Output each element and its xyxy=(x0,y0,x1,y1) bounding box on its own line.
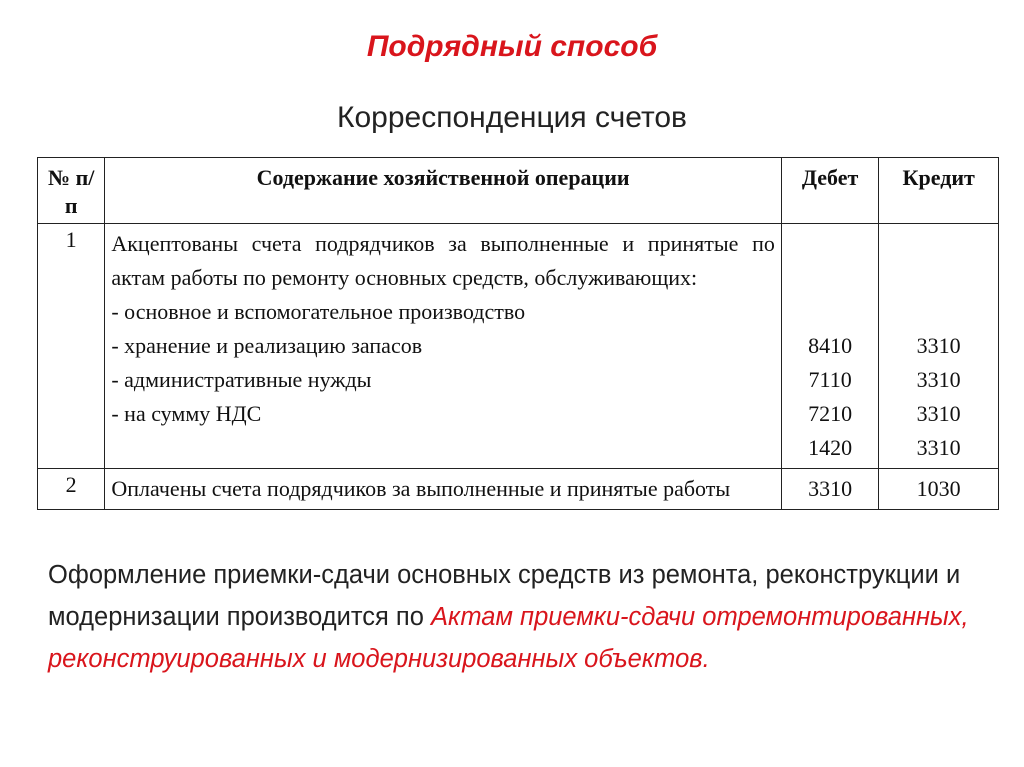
operation-item: - административные нужды xyxy=(111,367,372,392)
debit-account: 1420 xyxy=(808,435,853,460)
credit-account: 3310 xyxy=(916,367,961,392)
table-row xyxy=(38,469,999,510)
debit-account: 8410 xyxy=(808,333,853,358)
debit-cell xyxy=(781,469,879,510)
credit-account: 3310 xyxy=(916,435,961,460)
info-paragraph xyxy=(48,554,988,680)
row-number: 2 xyxy=(38,469,105,510)
debit-account: 3310 xyxy=(808,476,853,501)
header-num: № п/п xyxy=(38,158,105,224)
operation-item: - хранение и реализацию запасов xyxy=(111,333,423,358)
paragraph-text: Оформление приемки-сдачи основных средств из ремонта, реконструкции и модернизации производится по xyxy=(48,561,961,631)
credit-account: 1030 xyxy=(916,476,961,501)
header-debit: Дебет xyxy=(781,158,879,224)
page-subtitle: Корреспонденция счетов xyxy=(337,101,687,134)
row-number: 1 xyxy=(38,224,105,469)
operation-item: - на сумму НДС xyxy=(111,401,262,426)
operation-cell xyxy=(105,469,782,510)
table-header-row xyxy=(38,158,999,224)
debit-account: 7210 xyxy=(808,401,853,426)
operation-cell xyxy=(105,224,782,469)
paragraph-highlight: Актам приемки-сдачи отремонтированных, реконструированных и модернизированных объектов. xyxy=(48,603,969,673)
operation-item: - основное и вспомогательное производство xyxy=(111,299,526,324)
header-credit: Кредит xyxy=(879,158,999,224)
header-operation: Содержание хозяйственной операции xyxy=(105,158,782,224)
accounts-correspondence-table xyxy=(37,157,999,510)
page-title: Подрядный способ xyxy=(366,30,658,63)
credit-account: 3310 xyxy=(916,401,961,426)
debit-account: 7110 xyxy=(808,367,852,392)
operation-description: Акцептованы счета подрядчиков за выполненные и принятые по актам работы по ремонту основных средств, обслуживающих: xyxy=(111,231,775,290)
table-row xyxy=(38,224,999,469)
credit-cell xyxy=(879,469,999,510)
operation-description: Оплачены счета подрядчиков за выполненные и принятые работы xyxy=(111,476,731,501)
credit-cell xyxy=(879,224,999,469)
debit-cell xyxy=(781,224,879,469)
credit-account: 3310 xyxy=(916,333,961,358)
